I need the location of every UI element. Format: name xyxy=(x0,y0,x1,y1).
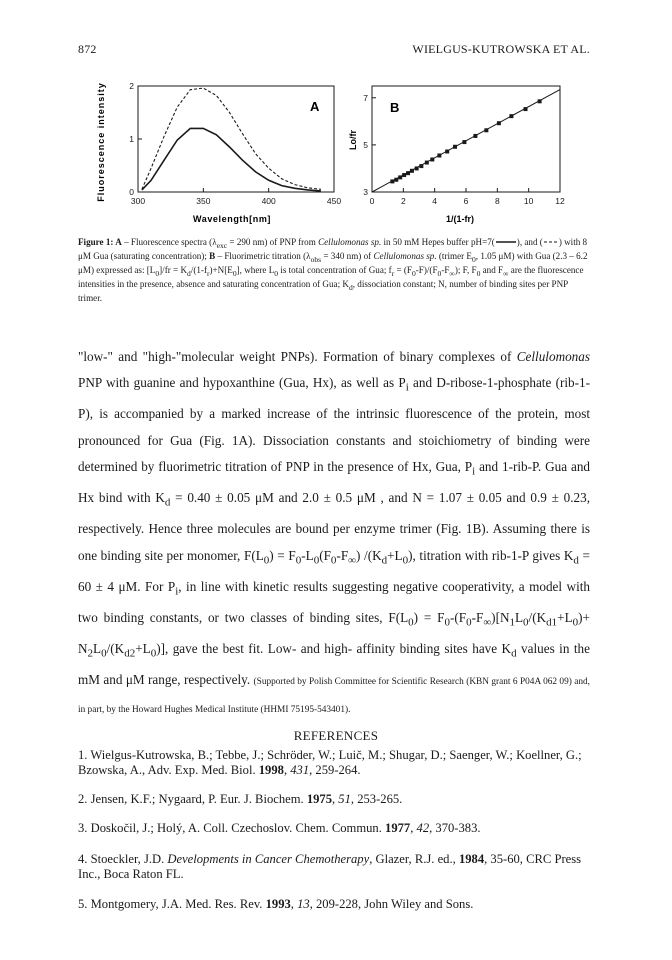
data-point xyxy=(402,173,406,177)
data-point xyxy=(453,145,457,149)
legend-solid-line-icon xyxy=(495,239,517,245)
data-point xyxy=(497,121,501,125)
spectrum-line-dashed xyxy=(142,88,321,189)
x-tick-label: 2 xyxy=(400,196,406,206)
panel-b-label xyxy=(390,100,399,115)
reference-2: 2. Jensen, K.F.; Nygaard, P. Eur. J. Biochem. 1975, 51, 253-265. xyxy=(78,792,403,806)
figure-1 xyxy=(90,80,570,230)
data-point xyxy=(484,128,488,132)
x-tick-label: 400 xyxy=(261,196,276,206)
x-tick-label: 6 xyxy=(463,196,469,206)
data-point xyxy=(415,166,419,170)
legend-dashed-line-icon xyxy=(543,239,559,245)
data-point xyxy=(410,169,414,173)
panel-a-xlabel: Wavelength[nm] xyxy=(192,214,272,224)
data-point xyxy=(419,164,423,168)
x-tick-label: 300 xyxy=(130,196,146,206)
panel-b-xlabel: 1/(1-fr) xyxy=(445,214,475,224)
panel-a-ylabel: Fluorescence intensity xyxy=(96,82,106,202)
data-point xyxy=(406,171,410,175)
data-point xyxy=(445,149,449,153)
data-point xyxy=(390,179,394,183)
x-tick-label: 4 xyxy=(432,196,438,206)
reference-4: 4. Stoeckler, J.D. Developments in Cancer Chemotherapy, Glazer, R.J. ed., 1984, 35-60, CRC Press Inc., Boca Raton FL. xyxy=(78,852,582,882)
panel-b-ylabel: Lo/fr xyxy=(348,130,358,150)
data-point xyxy=(538,99,542,103)
y-tick-label: 1 xyxy=(129,134,134,144)
acknowledgement: (Supported by Polish Committee for Scientific Research (KBN grant 6 P04A 062 09) and, in part, by the Howard Hughes Medical Institute (HHMI 75195-543401). xyxy=(78,676,590,716)
references-heading: REFERENCES xyxy=(293,728,379,743)
reference-3: 3. Doskočil, J.; Holý, A. Coll. Czechoslov. Chem. Commun. 1977, 42, 370-383. xyxy=(78,821,481,835)
data-point xyxy=(509,114,513,118)
figure-caption: Figure 1: A – Fluorescence spectra ($\lambda_{exc} = 290$ nm) of PNP from Cellulomonas sp. in 50 mM Hepes buffer pH=7( ), and ( ) with 8 μM Gua (saturating concentration); B – Fluorimetric titration ($\lambda_{obs} = 340$ nm) of Cellulomonas sp. (trimer $E_0$, 1.05 μM) with Gua (2.3 – 6.2 μM) expressed as: $[L_0]/fr = K_d/(1-f_r)+N[E_0]$, where $L_0$ is total concentration of Gua; $f_r = (F_0-F)/(F_0-F_\infty)$; F, $F_0$ and $F_\infty$ are the fluorescence intensities in the presence, absence and saturating concentration of Gua; $K_d$, dissociation constant; N, number of binding sites per PNP trimer. xyxy=(78,237,588,304)
y-tick-label: 3 xyxy=(363,187,368,197)
y-tick-label: 5 xyxy=(363,139,368,150)
running-title: WIELGUS-KUTROWSKA ET AL. xyxy=(412,42,590,56)
data-point xyxy=(462,140,466,144)
data-point xyxy=(394,178,398,182)
x-tick-label: 0 xyxy=(369,196,375,206)
body-paragraph: "low-" and "high-"molecular weight PNPs). Formation of binary complexes of Cellulomonas PNP with guanine and hypoxanthine (Gua, Hx), as well as $P_i$ and D-ribose-1-phosphate (rib-1-P), is accompanied by a marked increase of the intrinsic fluorescence of the protein, most pronounced for Gua (Fig. 1A). Dissociation constants and stoichiometry of binding were determined by fluorimetric titration of PNP in the presence of Hx, Gua, $P_i$ and 1-rib-P. Gua and Hx bind with $K_d = 0.40 \pm 0.05$ μM and 2.0 ± 0.5 μM , and N = 1.07 ± 0.05 and 0.9 ± 0.23, respectively. Hence three molecules are bound per enzyme trimer (Fig. 1B). Assuming there is one binding site per monomer, $F(L_0) = F_0-L_0(F_0-F_\infty)$ $/(K_d+L_0)$, titration with rib-1-P gives $K_d = 60 \pm 4$ μM. For $P_i$, in line with kinetic results suggesting negative cooperativity, a model with two binding constants, or two classes of binding sites, $F(L_0) = F_0-(F_0-F_\infty)[N_1L_0/(K_{d1}+L_0)+ N_2L_0/(K_{d2}+L_0)]$, gave the best fit. Low- and high- affinity binding sites have $K_d$ values in the mM and μM range, respectively. (Supported by Polish Committee for Scientific Research (KBN grant 6 P04A 062 09) and, in part, by the Howard Hughes Medical Institute (HHMI 75195-543401). xyxy=(78,349,591,716)
y-tick-label: 7 xyxy=(363,92,368,103)
page-number: 872 xyxy=(78,42,97,56)
data-point xyxy=(437,153,441,157)
data-point xyxy=(398,175,402,179)
x-tick-label: 350 xyxy=(196,196,211,206)
x-tick-label: 8 xyxy=(494,196,500,206)
data-point xyxy=(524,107,528,111)
y-tick-label: 0 xyxy=(129,187,134,197)
spectrum-line-solid xyxy=(142,128,321,191)
reference-5: 5. Montgomery, J.A. Med. Res. Rev. 1993, 13, 209-228, John Wiley and Sons. xyxy=(78,897,474,911)
x-tick-label: 10 xyxy=(523,196,534,206)
data-point xyxy=(430,157,434,161)
x-tick-label: 450 xyxy=(326,196,342,206)
reference-1: 1. Wielgus-Kutrowska, B.; Tebbe, J.; Schröder, W.; Luič, M.; Shugar, D.; Saenger, W.; Koellner, G.; Bzowska, A., Adv. Exp. Med. Biol. 1998, 431, 259-264. xyxy=(78,748,582,778)
data-point xyxy=(473,134,477,138)
panel-a-label xyxy=(310,99,320,114)
panel-a-frame xyxy=(138,86,334,192)
panel-a-letter: A xyxy=(310,99,320,114)
panel-b-letter: B xyxy=(390,100,400,115)
x-tick-label: 12 xyxy=(555,196,565,206)
y-tick-label: 2 xyxy=(129,81,134,91)
data-point xyxy=(425,161,429,165)
